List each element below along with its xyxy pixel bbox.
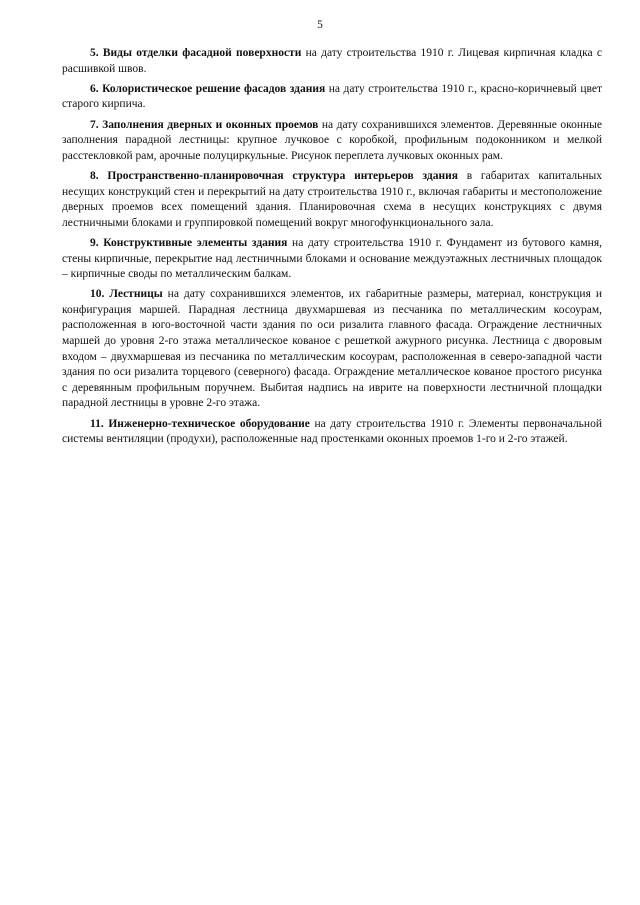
section-5-text: на дату строительства 1910 г. Лицевая кирпичная кладка с расшивкой швов. xyxy=(62,47,603,75)
section-7 xyxy=(62,118,602,165)
section-9 xyxy=(62,236,602,283)
section-5-heading xyxy=(90,47,301,59)
section-7-text: на дату сохранившихся элементов. Деревянные оконные заполнения парадной лестницы: крупное лучковое с коробкой, профильным подоконником и мелкой расстекловкой рам, арочные полуциркульные. Рисунок переплета лучковых оконных рам. xyxy=(62,118,603,162)
section-7-number: 7. xyxy=(90,118,99,131)
section-10-heading xyxy=(90,288,163,300)
section-7-title: Заполнения дверных и оконных проемов xyxy=(102,118,319,131)
section-6-title: Колористическое решение фасадов здания xyxy=(102,82,326,95)
section-11-text: на дату строительства 1910 г. Элементы первоначальной системы вентиляции (продухи), расположенные над простенками оконных проемов 1-го и 2-го этажей. xyxy=(62,417,602,446)
section-10 xyxy=(62,287,602,412)
section-8 xyxy=(62,169,602,231)
section-6-heading xyxy=(90,83,325,95)
section-8-text: в габаритах капитальных несущих конструкций стен и перекрытий на дату строительства 1910 г., включая габариты и местоположение дверных проемов всех помещений здания. Планировочная схема в несущих конструкциях с двумя лестничными блоками и группировкой помещений вокруг многофункционального зала. xyxy=(62,169,603,229)
section-11 xyxy=(62,417,602,448)
section-5 xyxy=(62,46,602,77)
section-10-text: на дату сохранившихся элементов, их габаритные размеры, материал, конструкция и конфигурация маршей. Парадная лестница двухмаршевая из песчаника по металлическим косоурам, расположенная в юго-восточной части здания по оси ризалита главного фасада. Ограждение лестничных маршей до уровня 2-го этажа металлическое кованое с решеткой ажурного рисунка. Лестница с дворовым входом – двухмаршевая из песчаника по металлическим косоурам, расположенная в северо-западной части здания по оси ризалита торцевого (северного) фасада. Ограждение металлическое кованое простого рисунка с деревянным профильным поручнем. Выбитая надпись на иврите на поверхности лестничной площадки парадной лестницы в уровне 2-го этажа. xyxy=(62,288,602,410)
section-11-heading xyxy=(90,418,310,430)
section-6-text: на дату строительства 1910 г., красно-коричневый цвет старого кирпича. xyxy=(62,82,603,111)
section-8-title: Пространственно-планировочная структура интерьеров здания xyxy=(107,169,458,182)
section-11-title: Инженерно-техническое оборудование xyxy=(108,417,310,430)
section-9-text: на дату строительства 1910 г. Фундамент из бутового камня, стены кирпичные, перекрытие над лестничными блоками и основание междуэтажных лестничных площадок – кирпичные своды по металлическим балкам. xyxy=(62,236,602,281)
section-6 xyxy=(62,82,602,113)
page-number: 5 xyxy=(317,19,323,31)
section-10-title: Лестницы xyxy=(109,288,163,301)
section-10-number: 10. xyxy=(90,288,105,301)
section-8-number: 8. xyxy=(90,169,99,182)
section-9-title: Конструктивные элементы здания xyxy=(103,236,288,249)
section-6-number: 6. xyxy=(90,82,99,95)
section-11-number: 11. xyxy=(90,417,104,430)
section-8-heading xyxy=(90,170,458,182)
section-5-title: Виды отделки фасадной поверхности xyxy=(102,47,302,59)
section-7-heading xyxy=(90,119,318,131)
document-body xyxy=(62,46,602,452)
section-9-number: 9. xyxy=(90,236,99,249)
section-9-heading xyxy=(90,237,287,249)
section-5-number: 5. xyxy=(90,47,99,59)
